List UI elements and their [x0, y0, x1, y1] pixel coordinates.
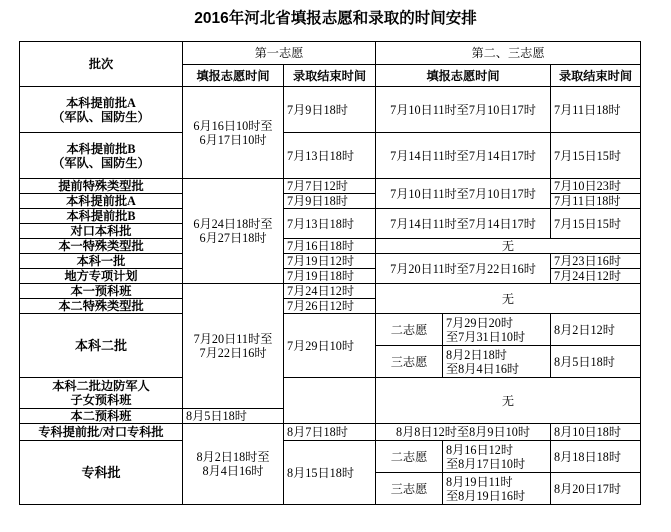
second-wish-end-time: 8月18日18时 [551, 441, 641, 473]
first-end-time: 7月13日18时 [284, 133, 376, 179]
second-wish-fill-time [443, 314, 551, 346]
third-wish-label: 三志愿 [376, 346, 443, 378]
first-end-time: 7月9日18时 [284, 194, 376, 209]
fill-time-end: 至7月31日10时 [446, 329, 526, 344]
table-row [20, 441, 641, 473]
table-row [20, 209, 641, 224]
table-row [20, 179, 641, 194]
third-wish-end-time: 8月20日17时 [551, 473, 641, 505]
second-fill-time: 7月14日11时至7月14日17时 [376, 209, 551, 239]
fill-time-start: 6月16日10时至 [193, 118, 273, 133]
second-wish-fill-time [443, 441, 551, 473]
fill-time-end: 至8月19日16时 [446, 488, 526, 503]
batch-name: 本科提前批A [66, 95, 136, 110]
second-end-time: 7月24日12时 [551, 269, 641, 284]
no-second-wish: 无 [376, 239, 641, 254]
second-end-time: 7月11日18时 [551, 194, 641, 209]
batch-name: 本科二批 [20, 314, 183, 378]
fill-time-end: 至8月17日10时 [446, 456, 526, 471]
second-end-time: 7月10日23时 [551, 179, 641, 194]
batch-name: 本科提前批B [20, 209, 183, 224]
batch-name: 本一特殊类型批 [20, 239, 183, 254]
batch-name: 提前特殊类型批 [20, 179, 183, 194]
schedule-table [19, 41, 641, 505]
fill-time-end: 8月4日16时 [202, 464, 264, 478]
batch-name: 地方专项计划 [20, 269, 183, 284]
batch-cell [20, 378, 183, 409]
batch-name: 本二特殊类型批 [20, 299, 183, 314]
first-end-time: 7月24日12时 [284, 284, 376, 299]
header-first-wish: 第一志愿 [183, 42, 376, 65]
fill-time-end: 6月17日10时 [199, 132, 267, 147]
no-second-wish: 无 [376, 378, 641, 424]
batch-cell [20, 87, 183, 133]
table-row [20, 239, 641, 254]
batch-name: 专科提前批/对口专科批 [20, 424, 183, 441]
second-end-time: 8月10日18时 [551, 424, 641, 441]
table-row [20, 378, 641, 409]
batch-name: 对口本科批 [20, 224, 183, 239]
fill-time-start: 8月16日12时 [446, 442, 514, 457]
first-fill-time [183, 179, 284, 284]
batch-note: （军队、国防生） [52, 109, 150, 124]
first-fill-time [183, 87, 284, 179]
second-end-time: 7月15日15时 [551, 209, 641, 239]
batch-name: 专科批 [20, 441, 183, 505]
second-end-time: 7月23日16时 [551, 254, 641, 269]
second-fill-time: 7月14日11时至7月14日17时 [376, 133, 551, 179]
first-end-time: 7月26日12时 [284, 299, 376, 314]
first-end-time: 7月19日18时 [284, 269, 376, 284]
fill-time-end: 7月22日16时 [199, 346, 267, 360]
table-row [20, 87, 641, 133]
fill-time-start: 8月19日11时 [446, 474, 513, 489]
third-wish-label: 三志愿 [376, 473, 443, 505]
fill-time-start: 7月20日11时至 [193, 332, 273, 346]
header-end-time: 录取结束时间 [551, 65, 641, 87]
first-end-time: 7月29日10时 [284, 314, 376, 378]
header-row [20, 42, 641, 65]
fill-time-end: 6月27日18时 [199, 231, 267, 245]
fill-time-end: 至8月4日16时 [446, 361, 520, 376]
batch-name: 本科二批边防军人 [52, 379, 150, 393]
second-fill-time: 7月10日11时至7月10日17时 [376, 87, 551, 133]
second-wish-end-time: 8月2日12时 [551, 314, 641, 346]
first-end-time [284, 378, 376, 409]
batch-name: 本一预科班 [20, 284, 183, 299]
header-batch: 批次 [20, 42, 183, 87]
page-title: 2016年河北省填报志愿和录取的时间安排 [194, 10, 477, 27]
table-row [20, 133, 641, 179]
header-end-time: 录取结束时间 [284, 65, 376, 87]
first-end-time: 7月13日18时 [284, 209, 376, 239]
first-end-time: 8月15日18时 [284, 441, 376, 505]
batch-name: 本科提前批B [66, 141, 136, 156]
table-row [20, 284, 641, 299]
no-second-wish: 无 [376, 284, 641, 314]
second-wish-label: 二志愿 [376, 441, 443, 473]
third-wish-end-time: 8月5日18时 [551, 346, 641, 378]
second-wish-label: 二志愿 [376, 314, 443, 346]
batch-note: 子女预科班 [70, 393, 132, 407]
second-fill-time: 7月20日11时至7月22日16时 [376, 254, 551, 284]
second-fill-time: 7月10日11时至7月10日17时 [376, 179, 551, 209]
third-wish-fill-time [443, 473, 551, 505]
batch-name: 本科一批 [20, 254, 183, 269]
header-fill-time: 填报志愿时间 [376, 65, 551, 87]
fill-time-start: 8月2日18时 [446, 347, 507, 362]
table-row [20, 314, 641, 346]
first-end-time: 7月16日18时 [284, 239, 376, 254]
header-second-third-wish: 第二、三志愿 [376, 42, 641, 65]
second-fill-time: 8月8日12时至8月9日10时 [376, 424, 551, 441]
third-wish-fill-time [443, 346, 551, 378]
fill-time-start: 8月2日18时至 [196, 450, 270, 464]
second-end-time: 7月15日15时 [551, 133, 641, 179]
batch-name: 本二预科班 [20, 409, 183, 424]
header-fill-time: 填报志愿时间 [183, 65, 284, 87]
fill-time-start: 6月24日18时至 [193, 217, 273, 231]
first-end-time: 8月5日18时 [183, 409, 284, 424]
first-end-time: 7月9日18时 [284, 87, 376, 133]
fill-time-start: 7月29日20时 [446, 315, 514, 330]
first-end-time: 8月7日18时 [284, 424, 376, 441]
first-fill-time [183, 424, 284, 505]
table-row [20, 424, 641, 441]
batch-cell [20, 133, 183, 179]
batch-note: （军队、国防生） [52, 155, 150, 170]
first-end-time: 7月7日12时 [284, 179, 376, 194]
batch-name: 本科提前批A [20, 194, 183, 209]
first-fill-time [183, 284, 284, 409]
table-row [20, 254, 641, 269]
first-end-time: 7月19日12时 [284, 254, 376, 269]
second-end-time: 7月11日18时 [551, 87, 641, 133]
